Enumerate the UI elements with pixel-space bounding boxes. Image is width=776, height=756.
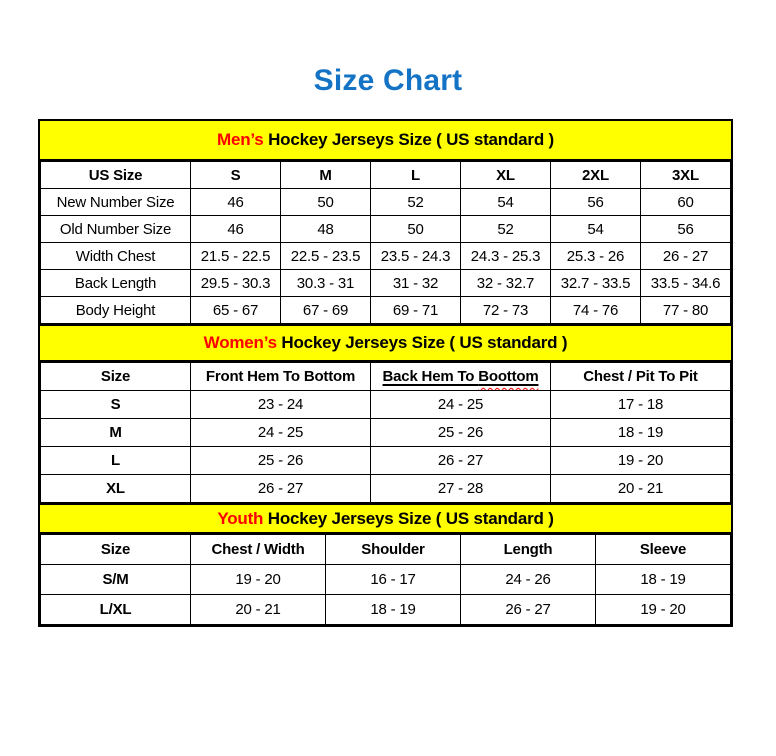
size-value-cell: 50 [371, 216, 461, 243]
column-header-cell: 3XL [641, 162, 731, 189]
size-value-cell: 46 [191, 216, 281, 243]
row-label-cell: S/M [41, 565, 191, 595]
size-value-cell: 19 - 20 [551, 447, 731, 475]
column-header-cell: Front Hem To Bottom [191, 363, 371, 391]
size-value-cell: 65 - 67 [191, 297, 281, 324]
youth-banner [40, 503, 731, 534]
row-label-cell: New Number Size [41, 189, 191, 216]
column-header-cell: L [371, 162, 461, 189]
mens-banner-highlight: Men’s [217, 130, 264, 149]
column-header-cell: M [281, 162, 371, 189]
size-value-cell: 54 [461, 189, 551, 216]
size-value-cell: 46 [191, 189, 281, 216]
size-value-cell: 25 - 26 [191, 447, 371, 475]
size-value-cell: 30.3 - 31 [281, 270, 371, 297]
row-label-cell: L [41, 447, 191, 475]
womens-banner [40, 324, 731, 362]
womens-grid [40, 362, 731, 503]
size-value-cell: 24 - 25 [191, 419, 371, 447]
column-header-cell: 2XL [551, 162, 641, 189]
size-value-cell: 23.5 - 24.3 [371, 243, 461, 270]
youth-banner-text: Hockey Jerseys Size ( US standard ) [263, 508, 554, 528]
youth-grid [40, 534, 731, 625]
row-label-cell: Body Height [41, 297, 191, 324]
size-value-cell: 67 - 69 [281, 297, 371, 324]
size-value-cell: 74 - 76 [551, 297, 641, 324]
column-header-cell: Size [41, 363, 191, 391]
row-label-cell: L/XL [41, 595, 191, 625]
mens-section [40, 121, 731, 324]
underlined-header [383, 368, 539, 385]
column-header-cell: Chest / Pit To Pit [551, 363, 731, 391]
size-value-cell: 26 - 27 [371, 447, 551, 475]
table-row [41, 565, 731, 595]
size-value-cell: 21.5 - 22.5 [191, 243, 281, 270]
column-header-cell: US Size [41, 162, 191, 189]
table-row [41, 391, 731, 419]
womens-banner-text: Hockey Jerseys Size ( US standard ) [276, 333, 568, 352]
size-value-cell: 29.5 - 30.3 [191, 270, 281, 297]
row-label-cell: XL [41, 475, 191, 503]
size-value-cell: 20 - 21 [191, 595, 326, 625]
column-header-cell: Length [461, 535, 596, 565]
row-label-cell: S [41, 391, 191, 419]
size-value-cell: 56 [641, 216, 731, 243]
size-value-cell: 24.3 - 25.3 [461, 243, 551, 270]
size-value-cell: 17 - 18 [551, 391, 731, 419]
column-header-cell: XL [461, 162, 551, 189]
misspelled-word: Boottom [478, 368, 539, 385]
size-value-cell: 26 - 27 [461, 595, 596, 625]
column-header-cell: S [191, 162, 281, 189]
size-value-cell: 60 [641, 189, 731, 216]
youth-banner-highlight: Youth [217, 508, 264, 528]
mens-banner [40, 121, 731, 161]
size-value-cell: 31 - 32 [371, 270, 461, 297]
mens-banner-text: Hockey Jerseys Size ( US standard ) [263, 130, 554, 149]
table-row [41, 216, 731, 243]
column-header-cell: Sleeve [596, 535, 731, 565]
row-label-cell: M [41, 419, 191, 447]
column-header-cell: Shoulder [326, 535, 461, 565]
row-label-cell: Back Length [41, 270, 191, 297]
size-value-cell: 19 - 20 [596, 595, 731, 625]
size-value-cell: 18 - 19 [551, 419, 731, 447]
size-value-cell: 72 - 73 [461, 297, 551, 324]
size-value-cell: 32 - 32.7 [461, 270, 551, 297]
column-header-cell [371, 363, 551, 391]
table-row [41, 475, 731, 503]
size-value-cell: 32.7 - 33.5 [551, 270, 641, 297]
size-value-cell: 24 - 25 [371, 391, 551, 419]
youth-section [40, 503, 731, 625]
row-label-cell: Width Chest [41, 243, 191, 270]
header-text: Back Hem To [382, 368, 479, 385]
size-value-cell: 23 - 24 [191, 391, 371, 419]
table-row [41, 243, 731, 270]
youth-header-row [41, 535, 731, 565]
size-value-cell: 77 - 80 [641, 297, 731, 324]
table-row [41, 297, 731, 324]
size-value-cell: 24 - 26 [461, 565, 596, 595]
table-row [41, 270, 731, 297]
size-value-cell: 26 - 27 [191, 475, 371, 503]
size-value-cell: 25 - 26 [371, 419, 551, 447]
size-value-cell: 27 - 28 [371, 475, 551, 503]
size-value-cell: 22.5 - 23.5 [281, 243, 371, 270]
size-value-cell: 50 [281, 189, 371, 216]
size-value-cell: 52 [371, 189, 461, 216]
size-value-cell: 56 [551, 189, 641, 216]
size-value-cell: 33.5 - 34.6 [641, 270, 731, 297]
size-value-cell: 54 [551, 216, 641, 243]
size-value-cell: 26 - 27 [641, 243, 731, 270]
size-value-cell: 25.3 - 26 [551, 243, 641, 270]
row-label-cell: Old Number Size [41, 216, 191, 243]
table-row [41, 419, 731, 447]
table-row [41, 595, 731, 625]
size-value-cell: 18 - 19 [596, 565, 731, 595]
column-header-cell: Size [41, 535, 191, 565]
womens-header-row [41, 363, 731, 391]
page-title: Size Chart [313, 64, 463, 97]
column-header-cell: Chest / Width [191, 535, 326, 565]
size-chart [38, 119, 733, 627]
size-value-cell: 16 - 17 [326, 565, 461, 595]
table-row [41, 447, 731, 475]
womens-banner-highlight: Women’s [203, 333, 277, 352]
size-value-cell: 48 [281, 216, 371, 243]
mens-grid [40, 161, 731, 324]
size-value-cell: 52 [461, 216, 551, 243]
mens-header-row [41, 162, 731, 189]
size-value-cell: 19 - 20 [191, 565, 326, 595]
size-value-cell: 20 - 21 [551, 475, 731, 503]
size-value-cell: 69 - 71 [371, 297, 461, 324]
size-value-cell: 18 - 19 [326, 595, 461, 625]
table-row [41, 189, 731, 216]
womens-section [40, 324, 731, 503]
